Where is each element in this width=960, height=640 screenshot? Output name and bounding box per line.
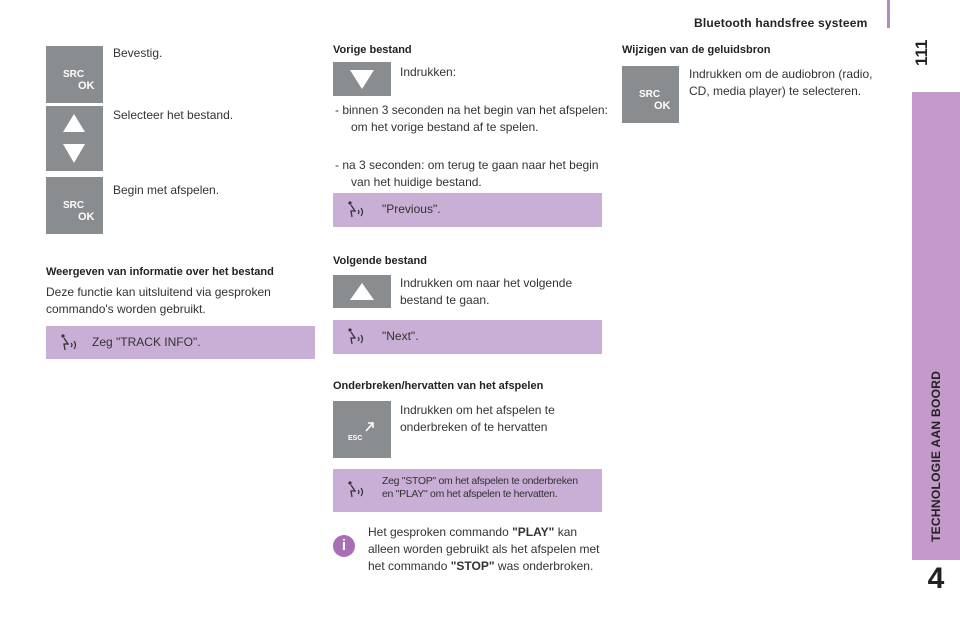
- previous-bullet-2: - na 3 seconden: om terug te gaan naar het begin van het huidige bestand.: [335, 158, 599, 189]
- pause-heading: Onderbreken/hervatten van het afspelen: [333, 380, 544, 392]
- esc-button-icon: [333, 401, 391, 458]
- chapter-number: 4: [927, 562, 945, 595]
- step-confirm-text: Bevestig.: [113, 46, 163, 60]
- svg-text:OK: OK: [78, 80, 95, 92]
- note-text: Het gesproken commando "PLAY" kan alleen worden gebruikt als het afspelen met het commando "STOP" was onderbroken.: [368, 525, 600, 573]
- voice-command-box: [46, 326, 315, 359]
- info-icon: i: [333, 535, 355, 557]
- src-ok-icon: [46, 177, 103, 234]
- previous-press-text: Indrukken:: [400, 65, 457, 79]
- step-select-text: Selecteer het bestand.: [113, 108, 234, 122]
- page-header-title: Bluetooth handsfree systeem: [694, 16, 868, 30]
- svg-text:OK: OK: [654, 100, 671, 112]
- src-ok-icon: [46, 46, 103, 103]
- step-play-text: Begin met afspelen.: [113, 183, 220, 197]
- voice-command-box: [333, 320, 602, 354]
- up-down-arrows-icon: [46, 106, 103, 171]
- source-heading: Wijzigen van de geluidsbron: [622, 44, 771, 56]
- svg-text:OK: OK: [78, 211, 95, 223]
- next-heading: Volgende bestand: [333, 255, 427, 267]
- voice-command-icon: [347, 479, 369, 501]
- svg-text:ESC: ESC: [348, 435, 363, 442]
- voice-command-box: [333, 469, 602, 512]
- pause-text: Indrukken om het afspelen te onderbreken of te hervatten: [400, 403, 555, 434]
- chapter-sidebar-label: TECHNOLOGIE AAN BOORD: [929, 370, 943, 542]
- info-text: Deze functie kan uitsluitend via gesproken commando's worden gebruikt.: [46, 285, 271, 316]
- svg-text:SRC: SRC: [63, 200, 85, 211]
- previous-heading: Vorige bestand: [333, 44, 412, 56]
- voice-command-text-2: en "PLAY" om het afspelen te hervatten.: [382, 488, 558, 500]
- header-divider: [887, 0, 890, 28]
- voice-command-text: "Previous".: [382, 202, 441, 216]
- down-arrow-icon: [333, 62, 391, 96]
- voice-command-text: "Next".: [382, 329, 419, 343]
- voice-command-icon: [347, 326, 369, 348]
- voice-command-text-1: Zeg "STOP" om het afspelen te onderbreken: [382, 475, 578, 487]
- source-text: Indrukken om de audiobron (radio, CD, media player) te selecteren.: [689, 67, 873, 98]
- up-arrow-icon: [333, 275, 391, 308]
- svg-text:SRC: SRC: [639, 89, 661, 100]
- svg-text:SRC: SRC: [63, 69, 85, 80]
- page-number: 111: [912, 39, 931, 66]
- voice-command-text: Zeg "TRACK INFO".: [92, 335, 201, 349]
- info-heading: Weergeven van informatie over het bestand: [46, 266, 274, 278]
- next-text: Indrukken om naar het volgende bestand te gaan.: [400, 276, 573, 307]
- previous-bullet-1: - binnen 3 seconden na het begin van het afspelen: om het vorige bestand af te spelen.: [335, 103, 608, 134]
- voice-command-icon: [347, 199, 369, 221]
- voice-command-icon: [60, 332, 82, 354]
- voice-command-box: [333, 193, 602, 227]
- src-ok-icon: [622, 66, 679, 123]
